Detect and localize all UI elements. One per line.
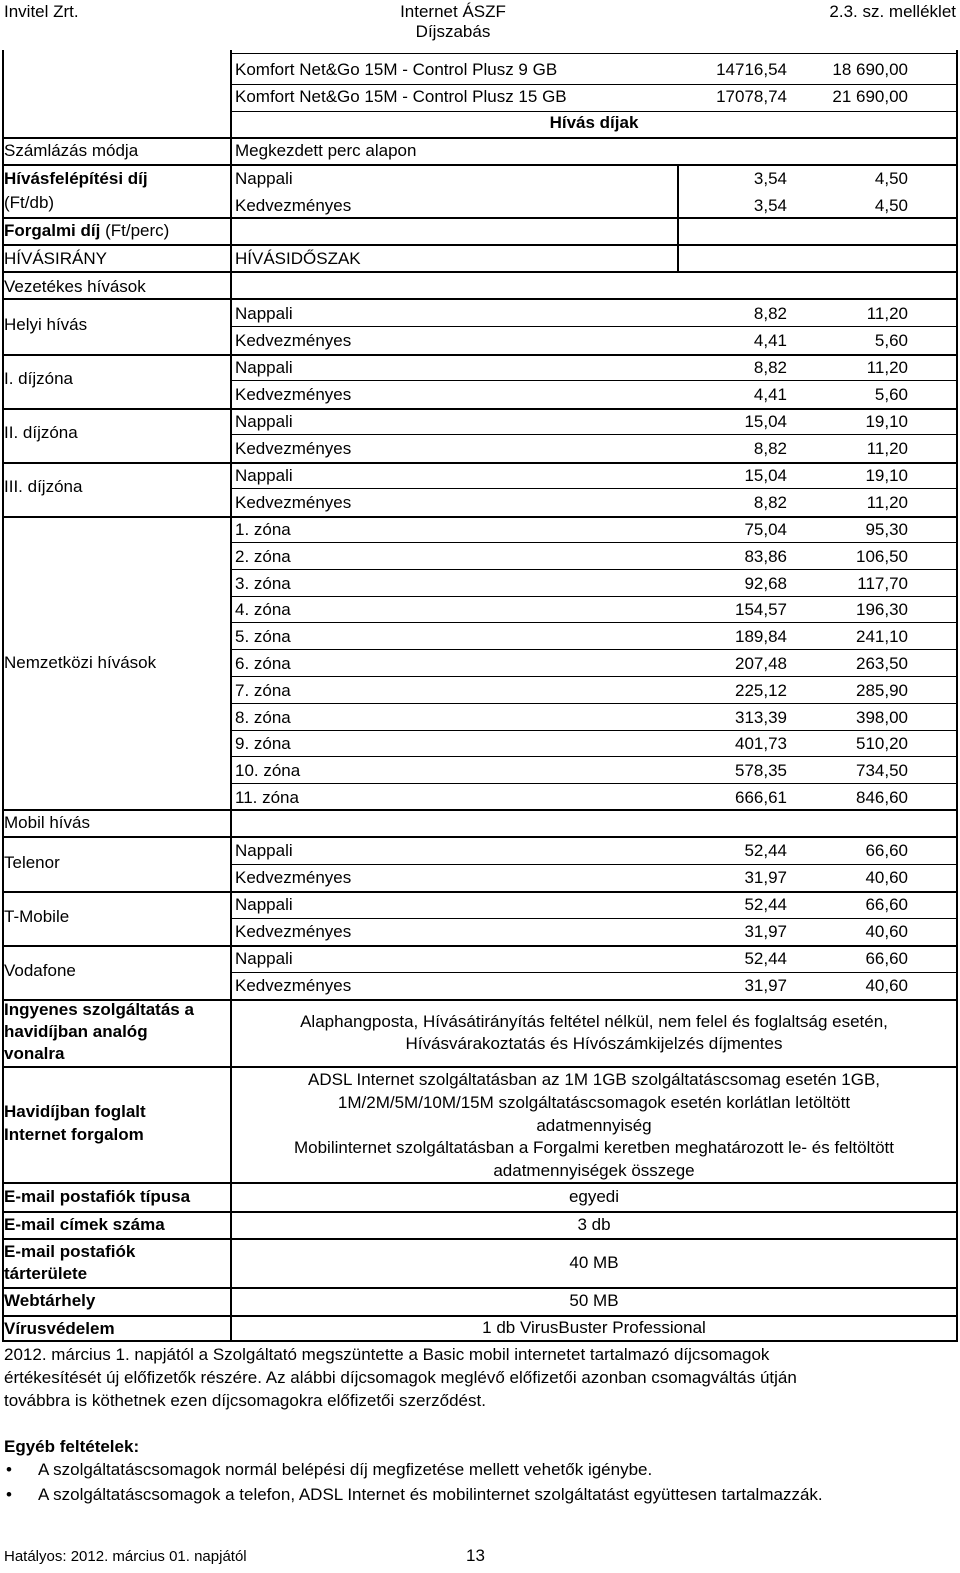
wired-zone-label: I. díjzóna [4, 369, 73, 388]
direction-label: HÍVÁSIRÁNY [4, 249, 107, 268]
row-divider [2, 244, 958, 246]
mobile-daytime-label: Nappali [235, 949, 293, 968]
international-zone-label: 9. zóna [235, 734, 291, 754]
international-zone-net-price: 313,39 [735, 707, 787, 727]
email-row-value: 40 MB [569, 1252, 619, 1272]
international-zone-label: 1. zóna [235, 520, 291, 539]
column-divider [230, 50, 232, 1342]
international-zone-net-price: 75,04 [744, 520, 787, 539]
traffic-fee-title: Forgalmi díj [4, 221, 101, 240]
international-zone-gross-price: 510,20 [856, 734, 908, 754]
email-row-label: E-mail postafiók [4, 1242, 136, 1261]
row-divider [2, 1066, 958, 1068]
wired-discount-gross-price: 11,20 [866, 493, 908, 512]
column-divider [677, 164, 679, 272]
row-divider [230, 649, 958, 650]
row-divider [230, 111, 958, 112]
international-zone-net-price: 666,61 [735, 788, 787, 807]
wired-discount-net-price: 8,82 [753, 439, 787, 458]
mobile-discount-net-price: 31,97 [744, 922, 787, 941]
header-attachment: 2.3. sz. melléklet [829, 2, 956, 21]
free-services-text: Alaphangposta, Hívásátirányítás feltétel nélkül, nem felel és foglaltság esetén, [300, 1012, 888, 1031]
included-traffic-text: 1M/2M/5M/10M/15M szolgáltatáscsomagok esetén korlátlan letöltött [337, 1092, 851, 1112]
international-zone-label: 10. zóna [235, 761, 301, 781]
wired-discount-label: Kedvezményes [235, 385, 352, 404]
row-divider [230, 622, 958, 623]
mobile-network-label: Telenor [4, 853, 60, 872]
package-2-label: Komfort Net&Go 15M - Control Plusz 15 GB [235, 87, 567, 106]
wired-discount-label: Kedvezményes [235, 439, 352, 458]
row-divider [2, 945, 958, 947]
setup-discount-net-price: 3,54 [753, 196, 787, 215]
mobile-discount-gross-price: 40,60 [865, 922, 908, 941]
page-number: 13 [466, 1546, 485, 1565]
included-traffic-label: Havidíjban foglalt [4, 1102, 146, 1121]
free-services-label: vonalra [4, 1044, 65, 1063]
email-row-value: 3 db [577, 1214, 611, 1234]
row-divider [230, 783, 958, 784]
email-row-value: 1 db VirusBuster Professional [482, 1317, 706, 1337]
international-zone-label: 6. zóna [235, 654, 291, 673]
other-conditions-title: Egyéb feltételek: [4, 1437, 140, 1456]
row-divider [230, 703, 958, 704]
row-divider [230, 84, 958, 85]
email-row-value: 50 MB [569, 1291, 619, 1310]
setup-daytime-net-price: 3,54 [753, 169, 787, 188]
international-zone-gross-price: 241,10 [856, 627, 908, 647]
row-divider [230, 730, 958, 731]
mobile-daytime-net-price: 52,44 [744, 841, 787, 860]
international-zone-gross-price: 398,00 [856, 707, 908, 727]
row-divider [230, 569, 958, 570]
row-divider [230, 864, 958, 865]
footer-effective-date: Hatályos: 2012. március 01. napjától [4, 1548, 247, 1565]
international-zone-label: 8. zóna [235, 707, 291, 727]
row-divider [230, 676, 958, 677]
package-1-net-price: 14716,54 [716, 60, 787, 79]
row-divider [2, 164, 958, 166]
row-divider [2, 298, 958, 300]
international-zone-net-price: 578,35 [735, 761, 787, 781]
row-divider [230, 756, 958, 757]
row-divider [2, 809, 958, 811]
international-zone-gross-price: 263,50 [856, 654, 908, 673]
international-zone-label: 11. zóna [235, 788, 299, 807]
wired-discount-label: Kedvezményes [235, 493, 352, 512]
bullet-icon: • [6, 1460, 12, 1479]
setup-discount-label: Kedvezményes [235, 196, 352, 215]
package-2-gross-price: 21 690,00 [832, 87, 908, 106]
mobile-daytime-net-price: 52,44 [744, 949, 787, 968]
row-divider [230, 53, 958, 54]
mobile-daytime-net-price: 52,44 [744, 895, 787, 914]
free-services-text: Hívásvárakoztatás és Hívószámkijelzés díjmentes [405, 1034, 783, 1053]
setup-discount-gross-price: 4,50 [874, 196, 908, 215]
row-divider [230, 596, 958, 597]
row-divider [2, 354, 958, 356]
included-traffic-label: Internet forgalom [4, 1125, 144, 1144]
international-zone-net-price: 207,48 [735, 654, 787, 673]
row-divider [230, 972, 958, 973]
mobile-discount-gross-price: 40,60 [865, 976, 908, 995]
email-row-label: Webtárhely [4, 1291, 96, 1310]
wired-discount-net-price: 8,82 [753, 493, 787, 512]
row-divider [230, 380, 958, 381]
row-divider [230, 326, 958, 327]
header-title: Internet ÁSZF [400, 2, 506, 21]
setup-fee-unit: (Ft/db) [4, 193, 55, 212]
row-divider [2, 1211, 958, 1213]
email-row-label: tárterülete [4, 1264, 88, 1283]
included-traffic-text: adatmennyiségek összege [493, 1161, 695, 1181]
notice-line-3: továbbra is köthetnek ezen díjcsomagokra előfizetői szerződést. [4, 1391, 486, 1410]
header-company: Invitel Zrt. [4, 2, 79, 21]
mobile-calls-label: Mobil hívás [4, 813, 90, 832]
international-zone-gross-price: 846,60 [856, 788, 908, 807]
row-divider [2, 836, 958, 838]
international-zone-net-price: 154,57 [735, 600, 787, 620]
international-zone-net-price: 92,68 [744, 573, 787, 593]
row-divider [2, 217, 958, 219]
wired-daytime-gross-price: 11,20 [866, 304, 908, 323]
wired-daytime-net-price: 15,04 [744, 466, 787, 485]
wired-daytime-label: Nappali [235, 358, 293, 377]
mobile-discount-gross-price: 40,60 [865, 868, 908, 887]
international-zone-net-price: 401,73 [735, 734, 787, 754]
wired-daytime-gross-price: 19,10 [865, 412, 908, 431]
wired-daytime-label: Nappali [235, 466, 293, 485]
row-divider [2, 1340, 958, 1342]
wired-daytime-label: Nappali [235, 304, 293, 323]
international-zone-label: 3. zóna [235, 573, 291, 593]
row-divider [2, 891, 958, 893]
row-divider [2, 137, 958, 139]
row-divider [2, 1182, 958, 1184]
row-divider [230, 434, 958, 435]
wired-discount-net-price: 4,41 [753, 385, 787, 404]
wired-daytime-net-price: 8,82 [753, 304, 787, 323]
email-row-value: egyedi [568, 1187, 620, 1206]
mobile-daytime-label: Nappali [235, 841, 293, 860]
notice-line-1: 2012. március 1. napjától a Szolgáltató megszüntette a Basic mobil internetet tartalmazó díjcsomagok [4, 1345, 770, 1364]
section-title: Hívás díjak [549, 113, 639, 132]
included-traffic-text: ADSL Internet szolgáltatásban az 1M 1GB szolgáltatáscsomag esetén 1GB, [307, 1070, 880, 1089]
international-zone-label: 5. zóna [235, 627, 291, 647]
row-divider [230, 542, 958, 543]
mobile-discount-net-price: 31,97 [744, 976, 787, 995]
included-traffic-text: Mobilinternet szolgáltatásban a Forgalmi keretben meghatározott le- és feltöltött [293, 1138, 895, 1158]
mobile-daytime-gross-price: 66,60 [865, 949, 908, 968]
mobile-network-label: T-Mobile [4, 907, 70, 926]
wired-discount-net-price: 4,41 [753, 331, 787, 350]
wired-zone-label: Helyi hívás [4, 315, 88, 334]
setup-daytime-label: Nappali [235, 169, 293, 188]
row-divider [230, 488, 958, 489]
billing-value: Megkezdett perc alapon [235, 141, 417, 160]
setup-daytime-gross-price: 4,50 [874, 169, 908, 188]
international-zone-label: 4. zóna [235, 600, 291, 620]
international-zone-gross-price: 106,50 [856, 546, 908, 566]
row-divider [2, 462, 958, 464]
mobile-daytime-gross-price: 66,60 [865, 841, 908, 860]
wired-daytime-gross-price: 11,20 [866, 358, 908, 377]
free-services-label: havidíjban analóg [4, 1022, 148, 1041]
mobile-daytime-label: Nappali [235, 895, 293, 914]
row-divider [2, 516, 958, 518]
notice-line-2: értékesítését új előfizetők részére. Az alábbi díjcsomagok meglévő előfizetői azonban csomagváltás útján [4, 1368, 797, 1387]
international-zone-net-price: 225,12 [735, 680, 787, 700]
row-divider [2, 271, 958, 273]
included-traffic-text: adatmennyiség [536, 1115, 652, 1135]
international-zone-gross-price: 196,30 [856, 600, 908, 620]
row-divider [230, 918, 958, 919]
international-zone-net-price: 83,86 [744, 546, 787, 566]
package-1-label: Komfort Net&Go 15M - Control Plusz 9 GB [235, 60, 558, 79]
email-row-label: E-mail címek száma [4, 1215, 165, 1234]
package-1-gross-price: 18 690,00 [832, 60, 908, 79]
international-zone-gross-price: 117,70 [857, 573, 908, 593]
wired-discount-gross-price: 5,60 [874, 331, 908, 350]
mobile-discount-label: Kedvezményes [235, 922, 352, 941]
international-zone-net-price: 189,84 [735, 627, 787, 647]
mobile-daytime-gross-price: 66,60 [865, 895, 908, 914]
wired-daytime-net-price: 15,04 [744, 412, 787, 431]
mobile-discount-label: Kedvezményes [235, 868, 352, 887]
email-row-label: Vírusvédelem [4, 1319, 115, 1338]
row-divider [2, 408, 958, 410]
wired-zone-label: III. díjzóna [4, 477, 83, 496]
bullet-icon: • [6, 1485, 12, 1504]
international-zone-label: 7. zóna [235, 680, 291, 700]
setup-fee-label: Hívásfelépítési díj [4, 169, 148, 188]
wired-daytime-gross-price: 19,10 [865, 466, 908, 485]
row-divider [2, 1238, 958, 1240]
mobile-discount-net-price: 31,97 [744, 868, 787, 887]
condition-1: A szolgáltatáscsomagok normál belépési díj megfizetése mellett vehetők igénybe. [38, 1460, 653, 1479]
period-header: HÍVÁSIDŐSZAK [235, 249, 361, 268]
wired-calls-label: Vezetékes hívások [4, 277, 146, 296]
condition-2: A szolgáltatáscsomagok a telefon, ADSL Internet és mobilinternet szolgáltatást együttesen tartalmazzák. [38, 1485, 823, 1504]
traffic-fee-unit: (Ft/perc) [105, 221, 170, 240]
wired-discount-label: Kedvezményes [235, 331, 352, 350]
row-divider [2, 1287, 958, 1289]
wired-daytime-label: Nappali [235, 412, 293, 431]
mobile-network-label: Vodafone [4, 961, 76, 980]
header-subtitle: Díjszabás [415, 22, 491, 41]
billing-label: Számlázás módja [4, 141, 139, 160]
international-zone-gross-price: 95,30 [865, 520, 908, 539]
international-calls-label: Nemzetközi hívások [4, 653, 157, 672]
wired-discount-gross-price: 5,60 [874, 385, 908, 404]
package-2-net-price: 17078,74 [716, 87, 787, 106]
free-services-label: Ingyenes szolgáltatás a [4, 1000, 194, 1019]
email-row-label: E-mail postafiók típusa [4, 1187, 191, 1206]
wired-zone-label: II. díjzóna [4, 423, 78, 442]
international-zone-label: 2. zóna [235, 546, 291, 566]
international-zone-gross-price: 285,90 [856, 680, 908, 700]
international-zone-gross-price: 734,50 [856, 761, 908, 781]
traffic-fee-label [4, 221, 169, 241]
wired-discount-gross-price: 11,20 [866, 439, 908, 458]
mobile-discount-label: Kedvezményes [235, 976, 352, 995]
wired-daytime-net-price: 8,82 [753, 358, 787, 377]
